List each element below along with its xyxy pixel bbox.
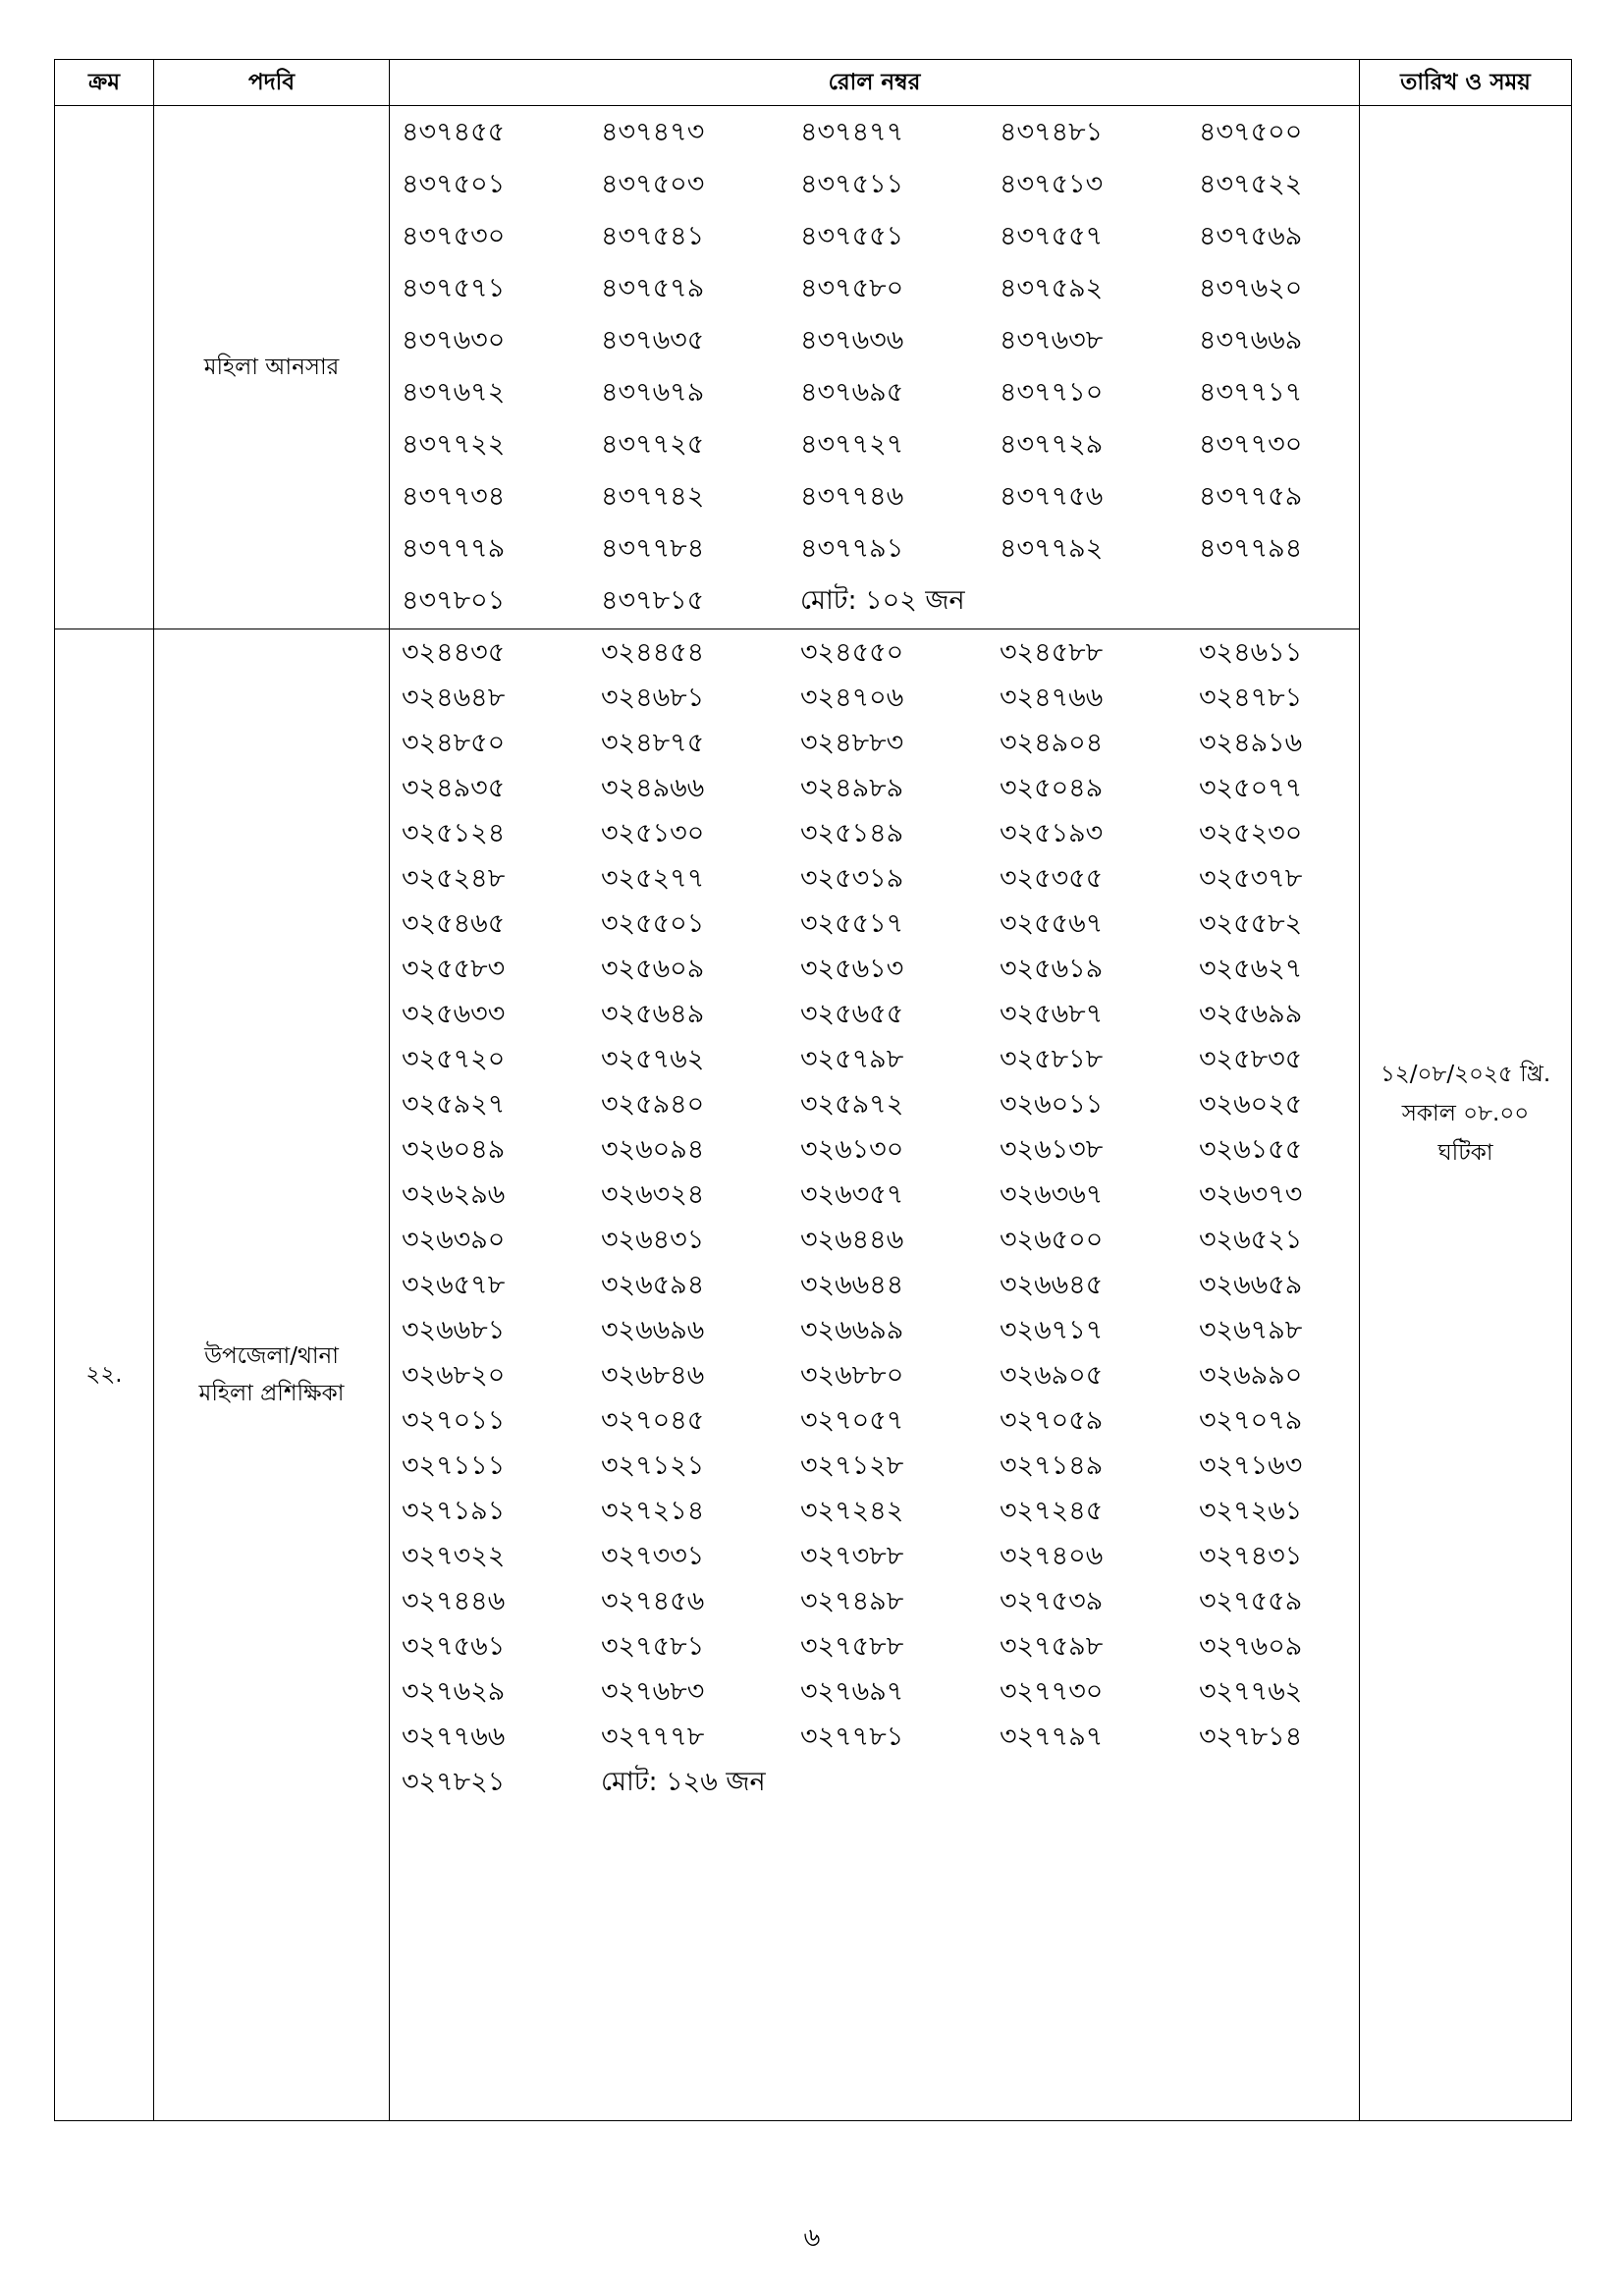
prosikkhika-total: মোট: ১২৬ জন (601, 1766, 766, 1797)
roll-number: ৩২৫৫০১ (601, 907, 705, 939)
roll-number: ৪৩৭৫১৩ (1000, 169, 1104, 199)
roll-number: ৩২৭৮২১ (402, 1766, 506, 1797)
header-post: পদবি (154, 60, 390, 106)
roll-number: ৩২৬১৫৫ (1199, 1133, 1303, 1165)
roll-number: ৪৩৭৭৩০ (1199, 429, 1303, 460)
roll-list-1 (402, 108, 1359, 629)
roll-number: ৪৩৭৬৯৫ (800, 377, 904, 408)
header-roll: রোল নম্বর (390, 60, 1360, 106)
table-header-row (55, 60, 1572, 106)
roll-number: ৪৩৭৫৭৯ (601, 273, 705, 303)
roll-number: ৪৩৭৭৪৬ (800, 481, 904, 512)
roll-number: ৩২৪৪৩৫ (402, 636, 506, 668)
roll-number: ৩২৭০১১ (402, 1404, 506, 1436)
roll-number: ৪৩৭৫০১ (402, 169, 506, 199)
roll-number: ৪৩৭৫৪১ (601, 221, 705, 251)
row-mohila-ansar (55, 106, 1572, 629)
roll-number: ৪৩৭৭৫৯ (1199, 481, 1303, 512)
roll-number: ৩২৬৮২০ (402, 1359, 506, 1391)
roll-number: ৩২৫৯৪০ (601, 1088, 705, 1120)
roll-number: ৩২৬৪৩১ (601, 1224, 705, 1255)
roll-number: ৩২৪৯০৪ (1000, 727, 1104, 758)
roll-number: ৩২৭৫৮১ (601, 1630, 705, 1662)
roll-number: ৩২৭০৫৭ (800, 1404, 904, 1436)
roll-number: ৩২৪৬৪৮ (402, 682, 506, 713)
roll-number: ৩২৪৭৬৬ (1000, 682, 1104, 713)
roll-number: ৩২৬৯৯০ (1199, 1359, 1303, 1391)
roll-number: ৪৩৭৪৭৭ (800, 117, 904, 147)
roll-number: ৩২৭৩২২ (402, 1540, 506, 1571)
roll-number: ৪৩৭৪৫৫ (402, 117, 506, 147)
roll-number: ৩২৫৭২০ (402, 1043, 506, 1074)
roll-number: ৩২৪৭০৬ (800, 682, 904, 713)
roll-number: ৩২৭২১৪ (601, 1495, 705, 1526)
roll-number: ৩২৬৬৪৪ (800, 1269, 904, 1300)
roll-cell-1 (390, 106, 1360, 629)
roll-number: ৩২৫০৭৭ (1199, 772, 1303, 803)
roll-number: ৩২৭৩৮৮ (800, 1540, 904, 1571)
roll-number: ৩২৭৫৫৯ (1199, 1585, 1303, 1616)
roll-number: ৩২৫২৭৭ (601, 862, 705, 894)
roll-number: ৪৩৭৬৩৫ (601, 325, 705, 355)
roll-number: ৩২৭৭৬৬ (402, 1721, 506, 1752)
roll-number: ৩২৫৯৭২ (800, 1088, 904, 1120)
roll-number: ৪৩৭৭৩৪ (402, 481, 506, 512)
roll-number: ৩২৫১৪৯ (800, 817, 904, 848)
post-cell-1 (154, 106, 390, 629)
roll-number: ৪৩৭৫৭১ (402, 273, 506, 303)
roll-number: ৩২৫৯২৭ (402, 1088, 506, 1120)
roll-number: ৩২৭০৫৯ (1000, 1404, 1104, 1436)
header-date-time: তারিখ ও সময় (1360, 60, 1572, 106)
roll-number: ৩২৫৫৬৭ (1000, 907, 1104, 939)
roll-number: ৩২৪৪৫৪ (601, 636, 705, 668)
roll-number: ৩২৫১২৪ (402, 817, 506, 848)
roll-number: ৪৩৭৫৫১ (800, 221, 904, 251)
post-name: মহিলা আনসার (203, 355, 340, 380)
roll-number: ৪৩৭৪৭৩ (601, 117, 705, 147)
roll-number: ৩২৭২৪২ (800, 1495, 904, 1526)
roll-number: ৩২৭১১১ (402, 1449, 506, 1481)
roll-number: ৩২৭১২১ (601, 1449, 705, 1481)
roll-number: ৩২৭৪৪৬ (402, 1585, 506, 1616)
roll-number: ৩২৫৩৭৮ (1199, 862, 1303, 894)
roll-number: ৩২৬৩৫৭ (800, 1178, 904, 1210)
roll-number: ৩২৬৫০০ (1000, 1224, 1104, 1255)
roll-number: ৩২৪৮৮৩ (800, 727, 904, 758)
roll-number: ৩২৭১৯১ (402, 1495, 506, 1526)
roll-number: ৩২৭১৬৩ (1199, 1449, 1303, 1481)
serial-cell-2: ২২. (55, 629, 154, 2121)
roll-number: ৩২৪৯১৬ (1199, 727, 1303, 758)
roll-number: ৪৩৭৫০৩ (601, 169, 705, 199)
roll-number: ৩২৬৫৯৪ (601, 1269, 705, 1300)
roll-number: ৪৩৭৬৭৯ (601, 377, 705, 408)
header-serial: ক্রম (55, 60, 154, 106)
roll-number: ৪৩৭৪৮১ (1000, 117, 1104, 147)
exam-time: সকাল ০৮.০০ (1401, 1100, 1530, 1126)
roll-number: ৪৩৭৬৩০ (402, 325, 506, 355)
roll-number: ৪৩৭৫৮০ (800, 273, 904, 303)
roll-number: ৩২৫৭৬২ (601, 1043, 705, 1074)
roll-list-2 (402, 631, 1359, 1806)
roll-number: ৩২৭২৪৫ (1000, 1495, 1104, 1526)
roll-number: ৩২৫৬২৭ (1199, 953, 1303, 984)
roll-number: ৪৩৭৭৪২ (601, 481, 705, 512)
roll-number: ৩২৪৬৮১ (601, 682, 705, 713)
roll-number: ৩২৭৫৮৮ (800, 1630, 904, 1662)
roll-number: ৩২৪৯৬৬ (601, 772, 705, 803)
row-upazila-prosikkhika (55, 629, 1572, 2121)
roll-number: ৪৩৭৫২২ (1199, 169, 1303, 199)
roll-number: ৩২৭৫৯৮ (1000, 1630, 1104, 1662)
post-name-line1: উপজেলা/থানা (204, 1343, 339, 1369)
exam-time-unit: ঘটিকা (1437, 1139, 1493, 1166)
roll-number: ৪৩৭৭২২ (402, 429, 506, 460)
roll-number: ৪৩৭৬৭২ (402, 377, 506, 408)
roll-number: ৩২৫৩৫৫ (1000, 862, 1104, 894)
roll-number: ৪৩৭৭১০ (1000, 377, 1104, 408)
roll-number: ৩২৭৫৩৯ (1000, 1585, 1104, 1616)
roll-number: ৩২৬৮৮০ (800, 1359, 904, 1391)
roll-number: ৩২৫২৪৮ (402, 862, 506, 894)
roll-number: ৪৩৭৭২৭ (800, 429, 904, 460)
roll-number: ৩২৭৫৬১ (402, 1630, 506, 1662)
roll-number: ৩২৫৬০৯ (601, 953, 705, 984)
roll-number: ৪৩৭৬৬৯ (1199, 325, 1303, 355)
roll-number: ৩২৭৭৬২ (1199, 1675, 1303, 1707)
roll-number: ৩২৭৭৯৭ (1000, 1721, 1104, 1752)
roll-number: ৩২৪৯৩৫ (402, 772, 506, 803)
roll-number: ৩২৫৫৮২ (1199, 907, 1303, 939)
roll-number: ৩২৭৪৫৬ (601, 1585, 705, 1616)
roll-number: ৩২৬৩৭৩ (1199, 1178, 1303, 1210)
roll-number: ৩২৬৬৫৯ (1199, 1269, 1303, 1300)
roll-number: ৩২৫১৯৩ (1000, 817, 1104, 848)
roll-number: ৩২৭৪০৬ (1000, 1540, 1104, 1571)
roll-number: ৩২৫৬১৯ (1000, 953, 1104, 984)
roll-number: ৪৩৭৫১১ (800, 169, 904, 199)
roll-number: ৪৩৭৮০১ (402, 585, 506, 616)
roll-number: ৩২৫৪৬৫ (402, 907, 506, 939)
roll-number: ৩২৭৩৩১ (601, 1540, 705, 1571)
roll-number: ৩২৬৯০৫ (1000, 1359, 1104, 1391)
roll-number: ৩২৪৯৮৯ (800, 772, 904, 803)
roll-number: ৩২৭০৭৯ (1199, 1404, 1303, 1436)
roll-number: ৩২৫৮১৮ (1000, 1043, 1104, 1074)
roll-number: ৩২৫৬১৩ (800, 953, 904, 984)
roll-number: ৩২৭৬২৯ (402, 1675, 506, 1707)
roll-number: ৩২৫১৩০ (601, 817, 705, 848)
roll-number: ৩২৪৮৫০ (402, 727, 506, 758)
roll-number: ৩২৭২৬১ (1199, 1495, 1303, 1526)
roll-number: ৪৩৭৭১৭ (1199, 377, 1303, 408)
roll-number: ৩২৬৩৯০ (402, 1224, 506, 1255)
roll-number: ৩২৫৬৩৩ (402, 998, 506, 1029)
roll-number: ৩২৭১২৮ (800, 1449, 904, 1481)
roll-number: ৩২৫৫১৭ (800, 907, 904, 939)
roll-number: ৩২৭৭৭৮ (601, 1721, 705, 1752)
roll-number: ৪৩৭৭২৫ (601, 429, 705, 460)
roll-number: ৩২৭৪৯৮ (800, 1585, 904, 1616)
roll-number: ৩২৬৭৯৮ (1199, 1314, 1303, 1345)
roll-number: ৩২৬৬৯৬ (601, 1314, 705, 1345)
roll-number: ৩২৬৮৪৬ (601, 1359, 705, 1391)
roll-number: ৩২৬৫২১ (1199, 1224, 1303, 1255)
roll-number: ৩২৫৬৪৯ (601, 998, 705, 1029)
roll-number: ৩২৬১৩০ (800, 1133, 904, 1165)
roll-number: ৪৩৭৫৬৯ (1199, 221, 1303, 251)
roll-number: ৩২৭৭৩০ (1000, 1675, 1104, 1707)
roll-number: ৩২৬০১১ (1000, 1088, 1104, 1120)
roll-number: ৪৩৭৭৯৪ (1199, 533, 1303, 564)
roll-number: ৩২৪৮৭৫ (601, 727, 705, 758)
roll-number: ৩২৭৬০৯ (1199, 1630, 1303, 1662)
roll-number: ৩২৫৫৮৩ (402, 953, 506, 984)
roll-number: ৩২৫২৩০ (1199, 817, 1303, 848)
serial-cell-1 (55, 106, 154, 629)
roll-number: ৪৩৭৭৯১ (800, 533, 904, 564)
roll-number: ৩২৪৭৮১ (1199, 682, 1303, 713)
roll-number: ৩২৪৫৮৮ (1000, 636, 1104, 668)
roll-number: ৩২৬০২৫ (1199, 1088, 1303, 1120)
roll-number: ৪৩৭৫৫৭ (1000, 221, 1104, 251)
roll-number: ৩২৫০৪৯ (1000, 772, 1104, 803)
roll-number: ৪৩৭৮১৫ (601, 585, 705, 616)
seat-plan-table (54, 59, 1572, 2121)
roll-number: ৪৩৭৭৮৪ (601, 533, 705, 564)
roll-number: ৩২৭৬৮৩ (601, 1675, 705, 1707)
roll-number: ৩২৫৬৯৯ (1199, 998, 1303, 1029)
roll-number: ৪৩৭৫৯২ (1000, 273, 1104, 303)
roll-number: ৪৩৭৫০০ (1199, 117, 1303, 147)
roll-number: ৩২৬৩২৪ (601, 1178, 705, 1210)
page-number: ৬ (803, 2223, 821, 2253)
roll-number: ৪৩৭৬৩৬ (800, 325, 904, 355)
post-cell-2 (154, 629, 390, 2121)
roll-number: ৩২৫৮৩৫ (1199, 1043, 1303, 1074)
roll-number: ৩২৪৬১১ (1199, 636, 1303, 668)
roll-number: ৩২৬০৯৪ (601, 1133, 705, 1165)
post-name-line2: মহিলা প্রশিক্ষিকা (198, 1381, 345, 1406)
roll-number: ৩২৬৩৬৭ (1000, 1178, 1104, 1210)
roll-number: ৪৩৭৫৩০ (402, 221, 506, 251)
roll-number: ৪৩৭৬৩৮ (1000, 325, 1104, 355)
roll-number: ৩২৭০৪৫ (601, 1404, 705, 1436)
exam-date: ১২/০৮/২০২৫ খ্রি. (1380, 1061, 1551, 1087)
roll-number: ৩২৭৪৩১ (1199, 1540, 1303, 1571)
roll-number: ৩২৫৩১৯ (800, 862, 904, 894)
roll-number: ৩২৫৭৯৮ (800, 1043, 904, 1074)
roll-number: ৪৩৭৭৫৬ (1000, 481, 1104, 512)
roll-number: ৩২৫৬৮৭ (1000, 998, 1104, 1029)
roll-number: ৩২৬৬৮১ (402, 1314, 506, 1345)
ansar-total: মোট: ১০২ জন (800, 585, 965, 616)
roll-number: ৩২৬৭১৭ (1000, 1314, 1104, 1345)
roll-number: ৩২৭৬৯৭ (800, 1675, 904, 1707)
roll-number: ৩২৪৫৫০ (800, 636, 904, 668)
roll-number: ৩২৬০৪৯ (402, 1133, 506, 1165)
roll-number: ৩২৬৪৪৬ (800, 1224, 904, 1255)
roll-number: ৩২৬২৯৬ (402, 1178, 506, 1210)
roll-number: ৪৩৭৭৭৯ (402, 533, 506, 564)
roll-number: ৪৩৭৭২৯ (1000, 429, 1104, 460)
roll-number: ৩২৬৬৯৯ (800, 1314, 904, 1345)
roll-number: ৪৩৭৭৯২ (1000, 533, 1104, 564)
roll-number: ৩২৬৬৪৫ (1000, 1269, 1104, 1300)
roll-number: ৩২৬৫৭৮ (402, 1269, 506, 1300)
roll-number: ৩২৫৬৫৫ (800, 998, 904, 1029)
roll-number: ৩২৭৭৮১ (800, 1721, 904, 1752)
roll-number: ৪৩৭৬২০ (1199, 273, 1303, 303)
roll-cell-2 (390, 629, 1360, 2121)
roll-number: ৩২৬১৩৮ (1000, 1133, 1104, 1165)
roll-number: ৩২৭৮১৪ (1199, 1721, 1303, 1752)
roll-number: ৩২৭১৪৯ (1000, 1449, 1104, 1481)
